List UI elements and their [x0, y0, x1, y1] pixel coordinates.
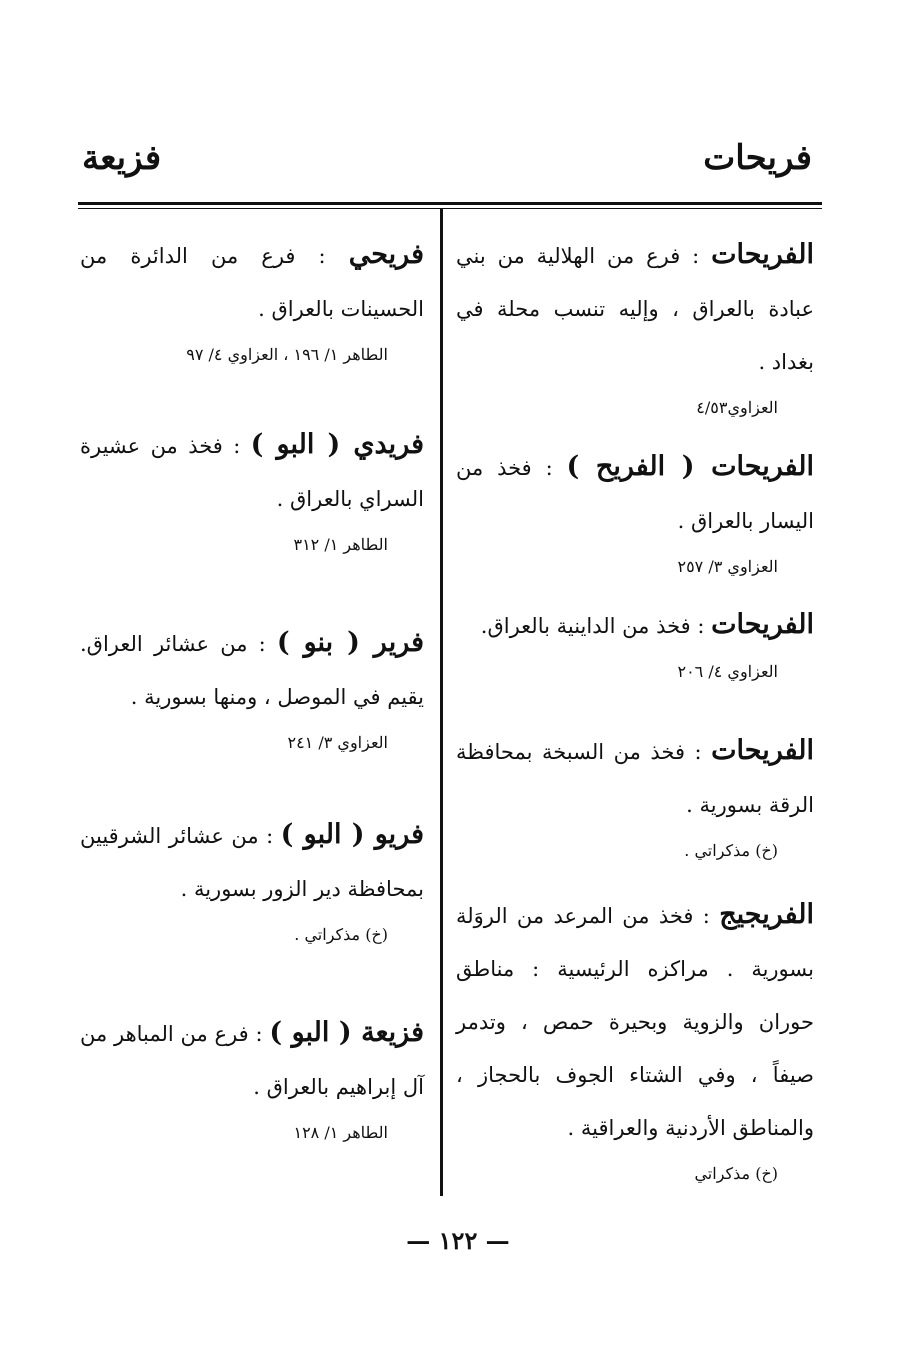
entry-body — [80, 1006, 424, 1114]
entry-reference: (خ) مذكراتي . — [294, 925, 388, 944]
entry-title: الفريحات ( الفريح ) — [566, 451, 814, 482]
entry-body — [80, 418, 424, 526]
entry-reference: الطاهر ١/ ١٩٦ ، العزاوي ٤/ ٩٧ — [186, 345, 388, 364]
entry-text: : فخذ من اليسار بالعراق . — [456, 456, 814, 533]
entry-title: الفريحات — [711, 609, 814, 640]
entry-title: الفريجيج — [719, 899, 814, 930]
entry — [80, 808, 424, 950]
entry-body — [456, 598, 814, 653]
entry-text: : من عشائر الشرقيين بمحافظة دير الزور بسورية . — [80, 824, 424, 901]
entry-text: : فخذ من الداينية بالعراق. — [480, 614, 712, 638]
entry-body — [80, 228, 424, 336]
entry-reference: العزاوي ٤/ ٢٠٦ — [677, 662, 778, 681]
entry — [456, 724, 814, 866]
entry-text: : فخذ من عشيرة السراي بالعراق . — [80, 434, 424, 511]
header-rule-thin — [78, 208, 822, 209]
entry-title: فرير ( بنو ) — [276, 627, 425, 658]
entry — [80, 1006, 424, 1148]
page-number: — ١٢٢ — — [406, 1226, 510, 1255]
entry-body — [456, 440, 814, 548]
entry-reference: (خ) مذكراتي . — [684, 841, 778, 860]
entry-body — [456, 888, 814, 1155]
entry-title: فزيعة ( البو ) — [269, 1017, 424, 1048]
header-right-word: فريحات — [703, 138, 812, 178]
entry-text: : فرع من الهلالية من بني عبادة بالعراق ، وإليه تنسب محلة في بغداد . — [456, 244, 814, 374]
entry — [80, 418, 424, 560]
entry-body — [456, 724, 814, 832]
entry-reference: الطاهر ١/ ١٢٨ — [293, 1123, 388, 1142]
entry-title: الفريحات — [711, 735, 814, 766]
column-divider — [440, 208, 443, 1196]
entry-text: : فرع من الدائرة من الحسينات بالعراق . — [80, 244, 424, 321]
entry-reference: العزاوي ٣/ ٢٤١ — [287, 733, 388, 752]
entry-text: : من عشائر العراق. يقيم في الموصل ، ومنها بسورية . — [80, 632, 424, 709]
entry-text: : فرع من المباهر من آل إبراهيم بالعراق . — [80, 1022, 424, 1099]
entry-title: فريدي ( البو ) — [250, 429, 424, 460]
entry-body — [80, 808, 424, 916]
entry-reference: العزاوي٤/٥٣ — [696, 398, 778, 417]
entry — [456, 228, 814, 423]
entry — [456, 598, 814, 687]
header-rule — [78, 202, 822, 205]
entry — [80, 228, 424, 370]
entry-text: : فخذ من السبخة بمحافظة الرقة بسورية . — [456, 740, 814, 817]
entry-reference: (خ) مذكراتي — [694, 1164, 778, 1183]
entry-reference: الطاهر ١/ ٣١٢ — [293, 535, 388, 554]
entry-text: : فخذ من المرعد من الروَلة بسورية . مراكزه الرئيسية : مناطق حوران والزوية وبحيرة حمص ، وتدمر صيفاً ، وفي الشتاء الجوف بالحجاز ، والمناطق الأردنية والعراقية . — [456, 904, 814, 1140]
entry — [456, 440, 814, 582]
entry-title: فريو ( البو ) — [280, 819, 424, 850]
entry-title: الفريحات — [711, 239, 814, 270]
entry-reference: العزاوي ٣/ ٢٥٧ — [677, 557, 778, 576]
entry — [80, 616, 424, 758]
entry — [456, 888, 814, 1189]
entry-title: فريحي — [348, 239, 424, 270]
header-left-word: فزيعة — [82, 138, 162, 178]
entry-body — [456, 228, 814, 389]
entry-body — [80, 616, 424, 724]
